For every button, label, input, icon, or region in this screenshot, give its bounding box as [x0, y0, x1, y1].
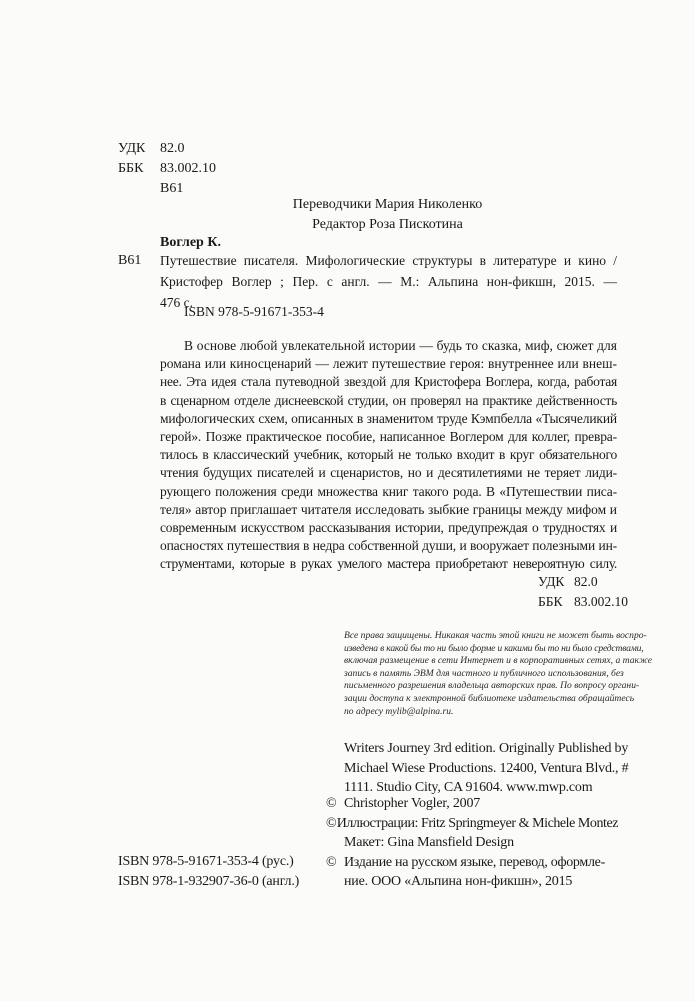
citation-author: Воглер К. [160, 235, 221, 250]
bbk-label-2: ББК [538, 594, 563, 609]
copyright-symbol: © [326, 854, 337, 870]
rights-notice [344, 630, 653, 718]
copyright-text: Макет: Gina Mansfield Design [344, 835, 514, 850]
bottom-classification [538, 573, 628, 613]
abstract-line: романа или киносценарий — лежит путешествие героя: внутреннее или внеш- [160, 356, 617, 372]
rights-line: изведена в какой бы то ни было форме и какими бы то ни было средствами, [344, 642, 644, 654]
abstract-line: в сценарном отделе диснеевской студии, он проверял на практике действенность [160, 392, 617, 408]
copyright-text: Christopher Vogler, 2007 [344, 796, 481, 811]
isbn-list [118, 853, 318, 892]
original-edition [344, 740, 629, 799]
bbk-value-2: 83.002.10 [574, 594, 628, 609]
abstract-line: современным искусством рассказывания истории, предупреждая о трудностях и [160, 519, 617, 535]
rights-line: включая размещение в сети Интернет и в корпоративных сетях, а также [344, 655, 653, 667]
udk-label-2: УДК [538, 574, 565, 589]
copyright-block [326, 795, 618, 893]
original-line: 1111. Studio City, CA 91604. www.mwp.com [344, 780, 593, 795]
udk-value-2: 82.0 [574, 574, 598, 589]
citation-line: Кристофер Воглер ; Пер. с англ. — М.: Альпина нон-фикшн, 2015. — [160, 274, 617, 289]
abstract-line: нее. Эта идея стала путеводной звездой для Кристофера Воглера, когда, работая [160, 374, 617, 390]
translators-line: Переводчики Мария Николенко [292, 197, 483, 212]
author-mark: В61 [160, 181, 184, 196]
rights-line: по адресу mylib@alpina.ru. [344, 705, 454, 717]
abstract-line: мифологических схем, описанных в знаменитом труде Кэмпбелла «Тысячеликий [160, 410, 617, 426]
udk-value: 82.0 [160, 141, 185, 156]
copyright-text: Издание на русском языке, перевод, оформле- [344, 854, 605, 870]
citation-line: 476 с. [160, 295, 193, 310]
editor-line: Редактор Роза Пискотина [312, 217, 463, 232]
abstract [160, 337, 617, 573]
copyright-text: Иллюстрации: Fritz Springmeyer & Michele Montez [336, 815, 618, 831]
abstract-line: чтения будущих писателей и сценаристов, но и десятилетиями не теряет лиди- [160, 465, 617, 481]
abstract-line: герой». Позже практическое пособие, написанное Воглером для коллег, превра- [160, 428, 617, 444]
abstract-line: тилось в классический учебник, который не только входит в круг обязательного [160, 447, 617, 463]
rights-line: Все права защищены. Никакая часть этой книги не может быть воспро- [344, 630, 647, 641]
citation-isbn: ISBN 978-5-91671-353-4 [184, 304, 324, 319]
original-line: Writers Journey 3rd edition. Originally Published by [344, 741, 629, 756]
udk-label: УДК [118, 141, 146, 156]
abstract-line: В основе любой увлекательной истории — будь то сказка, миф, сюжет для [184, 338, 617, 353]
citation-line: Путешествие писателя. Мифологические структуры в литературе и кино / [160, 253, 617, 268]
rights-line: письменного разрешения владельца авторских прав. По вопросу органи- [344, 680, 640, 692]
bbk-label: ББК [118, 161, 144, 176]
abstract-line: опасностях путешествия в недра собственной души, и вооружает полезными ин- [160, 538, 617, 554]
abstract-line: рующего положения среди множества книг такого рода. В «Путешествии писа- [160, 483, 617, 499]
abstract-line: теля» автор приглашает читателя исследовать зыбкие границы между мифом и [160, 501, 617, 517]
citation-mark: В61 [118, 253, 142, 268]
copyright-symbol [326, 834, 344, 854]
rights-line: зации доступа к электронной библиотеке издательства обращайтесь [344, 692, 635, 704]
abstract-line: струментами, которые в руках умелого мастера приобретают невероятную силу. [160, 556, 617, 572]
isbn-line: ISBN 978-1-932907-36-0 (англ.) [118, 873, 300, 889]
isbn-line: ISBN 978-5-91671-353-4 (рус.) [118, 854, 294, 869]
original-line: Michael Wiese Productions. 12400, Ventura Blvd., # [344, 760, 629, 776]
copyright-symbol: © [326, 796, 337, 811]
copyright-symbol [326, 873, 344, 893]
credits [160, 196, 615, 236]
bbk-value: 83.002.10 [160, 161, 216, 176]
copyright-text: ние. ООО «Альпина нон-фикшн», 2015 [344, 874, 573, 889]
top-classification [118, 140, 318, 200]
rights-line: запись в память ЭВМ для частного и публичного использования, без [344, 667, 624, 679]
copyright-symbol: © [326, 815, 337, 831]
